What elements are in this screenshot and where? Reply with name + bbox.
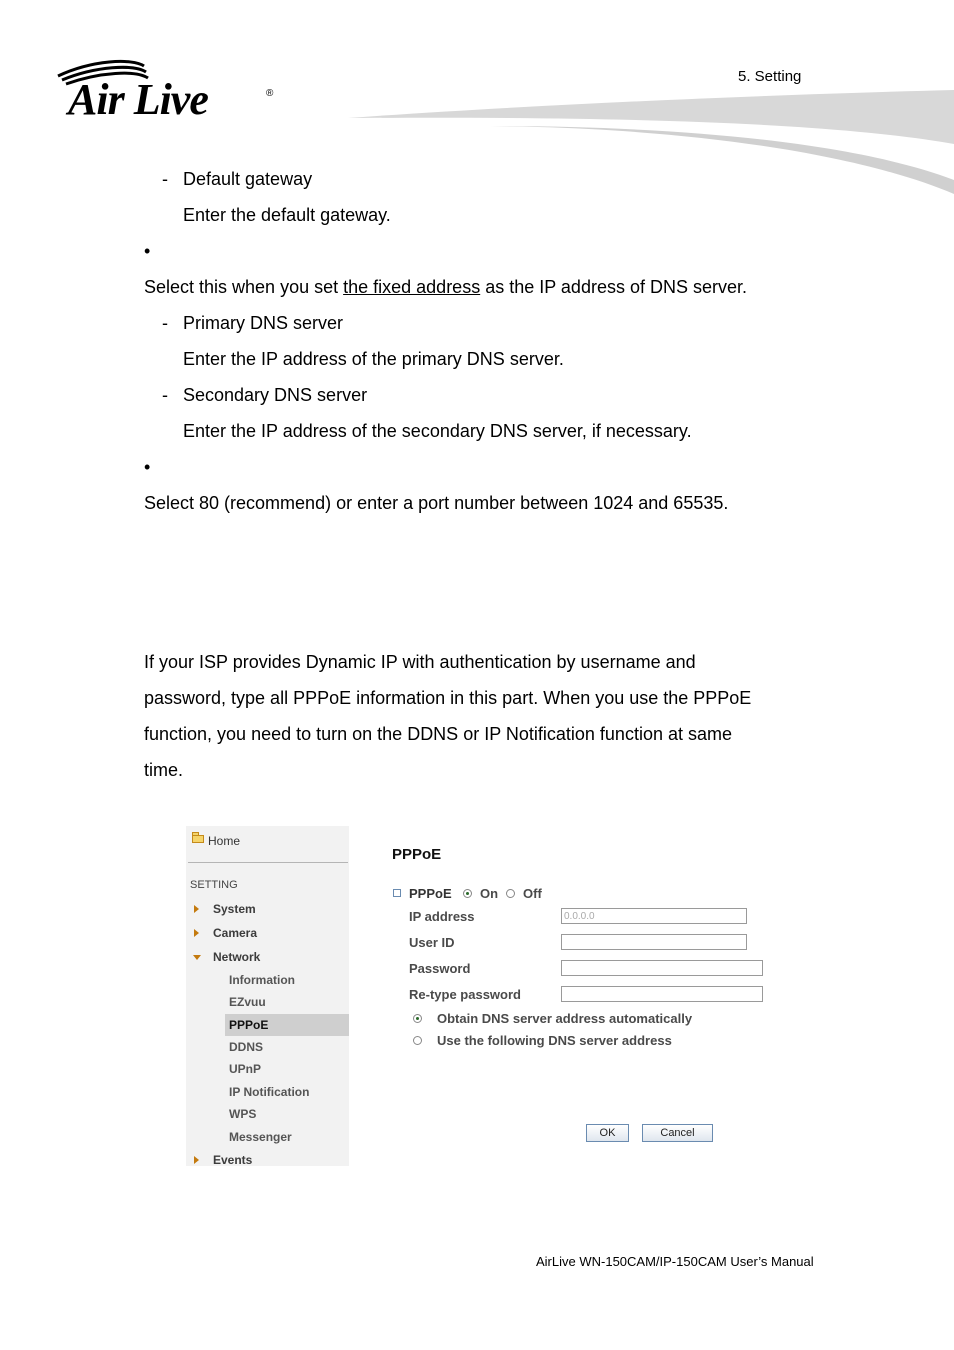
sidebar-item-upnp[interactable]: UPnP [229,1062,262,1076]
ip-address-field[interactable] [561,908,747,924]
fixed-address-link: the fixed address [343,277,481,297]
dash-1: - [162,169,168,189]
brand-name: Air Live [68,75,208,124]
sidebar-setting-heading: SETTING [190,879,238,891]
default-gateway-desc: Enter the default gateway. [183,205,391,225]
dns-manual-radio[interactable] [413,1036,422,1045]
events-expand-icon[interactable] [194,1156,199,1164]
footer-manual-title: AirLive WN-150CAM/IP-150CAM User’s Manual [536,1254,814,1269]
form-title: PPPoE [392,846,442,863]
sidebar-item-ezvuu[interactable]: EZvuu [229,995,266,1009]
sidebar-item-pppoe[interactable]: PPPoE [229,1018,269,1032]
secondary-dns-desc: Enter the IP address of the secondary DNS server, if necessary. [183,421,692,441]
dns-intro [144,276,747,298]
sidebar-home[interactable]: Home [208,834,241,848]
dns-auto-radio[interactable] [413,1014,422,1023]
dns-auto-label: Obtain DNS server address automatically [437,1011,693,1026]
pppoe-para-line-3: function, you need to turn on the DDNS or IP Notification function at same [144,724,732,744]
settings-sidebar [186,826,349,1166]
bullet-2: • [144,457,151,477]
registered-mark: ® [266,88,274,99]
ok-button[interactable]: OK [586,1124,629,1142]
sidebar-item-camera[interactable]: Camera [213,926,258,940]
primary-dns-item: Primary DNS server [183,313,344,333]
retype-password-field[interactable] [561,986,763,1002]
sidebar-divider [188,862,348,863]
pppoe-label: PPPoE [409,886,452,901]
bullet-1: • [144,241,151,261]
home-icon [192,832,204,843]
pppoe-para-line-2: password, type all PPPoE information in this part. When you use the PPPoE [144,688,752,708]
sidebar-item-events[interactable]: Events [213,1153,253,1167]
ip-address-label: IP address [409,909,475,924]
pppoe-para-line-1: If your ISP provides Dynamic IP with authentication by username and [144,652,696,672]
sidebar-item-ip-notification[interactable]: IP Notification [229,1085,310,1099]
system-expand-icon[interactable] [194,905,199,913]
pppoe-para-line-4: time. [144,760,184,780]
dns-intro-pre: Select this when you set [144,277,344,297]
pppoe-off-radio[interactable] [506,889,515,898]
pppoe-on-radio[interactable] [463,889,472,898]
user-id-field[interactable] [561,934,747,950]
header-swoosh [340,84,954,200]
dash-2: - [162,313,168,333]
network-collapse-icon[interactable] [193,955,201,960]
pppoe-settings-screenshot [186,826,786,1168]
primary-dns-desc: Enter the IP address of the primary DNS server. [183,349,564,369]
default-gateway-item: Default gateway [183,169,313,189]
sidebar-item-network[interactable]: Network [213,950,261,964]
pppoe-checkbox[interactable] [393,889,401,897]
sidebar-item-ddns[interactable]: DDNS [229,1040,264,1054]
camera-expand-icon[interactable] [194,929,199,937]
dns-manual-label: Use the following DNS server address [437,1033,672,1048]
sidebar-item-system[interactable]: System [213,902,256,916]
user-id-label: User ID [409,935,455,950]
password-field[interactable] [561,960,763,976]
password-label: Password [409,961,471,976]
pppoe-on-label: On [480,886,499,901]
pppoe-off-label: Off [523,886,542,901]
port-desc: Select 80 (recommend) or enter a port number between 1024 and 65535. [144,493,729,513]
cancel-button[interactable]: Cancel [642,1124,713,1142]
sidebar-item-messenger[interactable]: Messenger [229,1130,292,1144]
section-label: 5. Setting [738,68,802,85]
secondary-dns-item: Secondary DNS server [183,385,368,405]
retype-password-label: Re-type password [409,987,521,1002]
dash-3: - [162,385,168,405]
dns-intro-post: as the IP address of DNS server. [480,277,747,297]
sidebar-item-information[interactable]: Information [229,973,295,987]
sidebar-item-wps[interactable]: WPS [229,1107,257,1121]
